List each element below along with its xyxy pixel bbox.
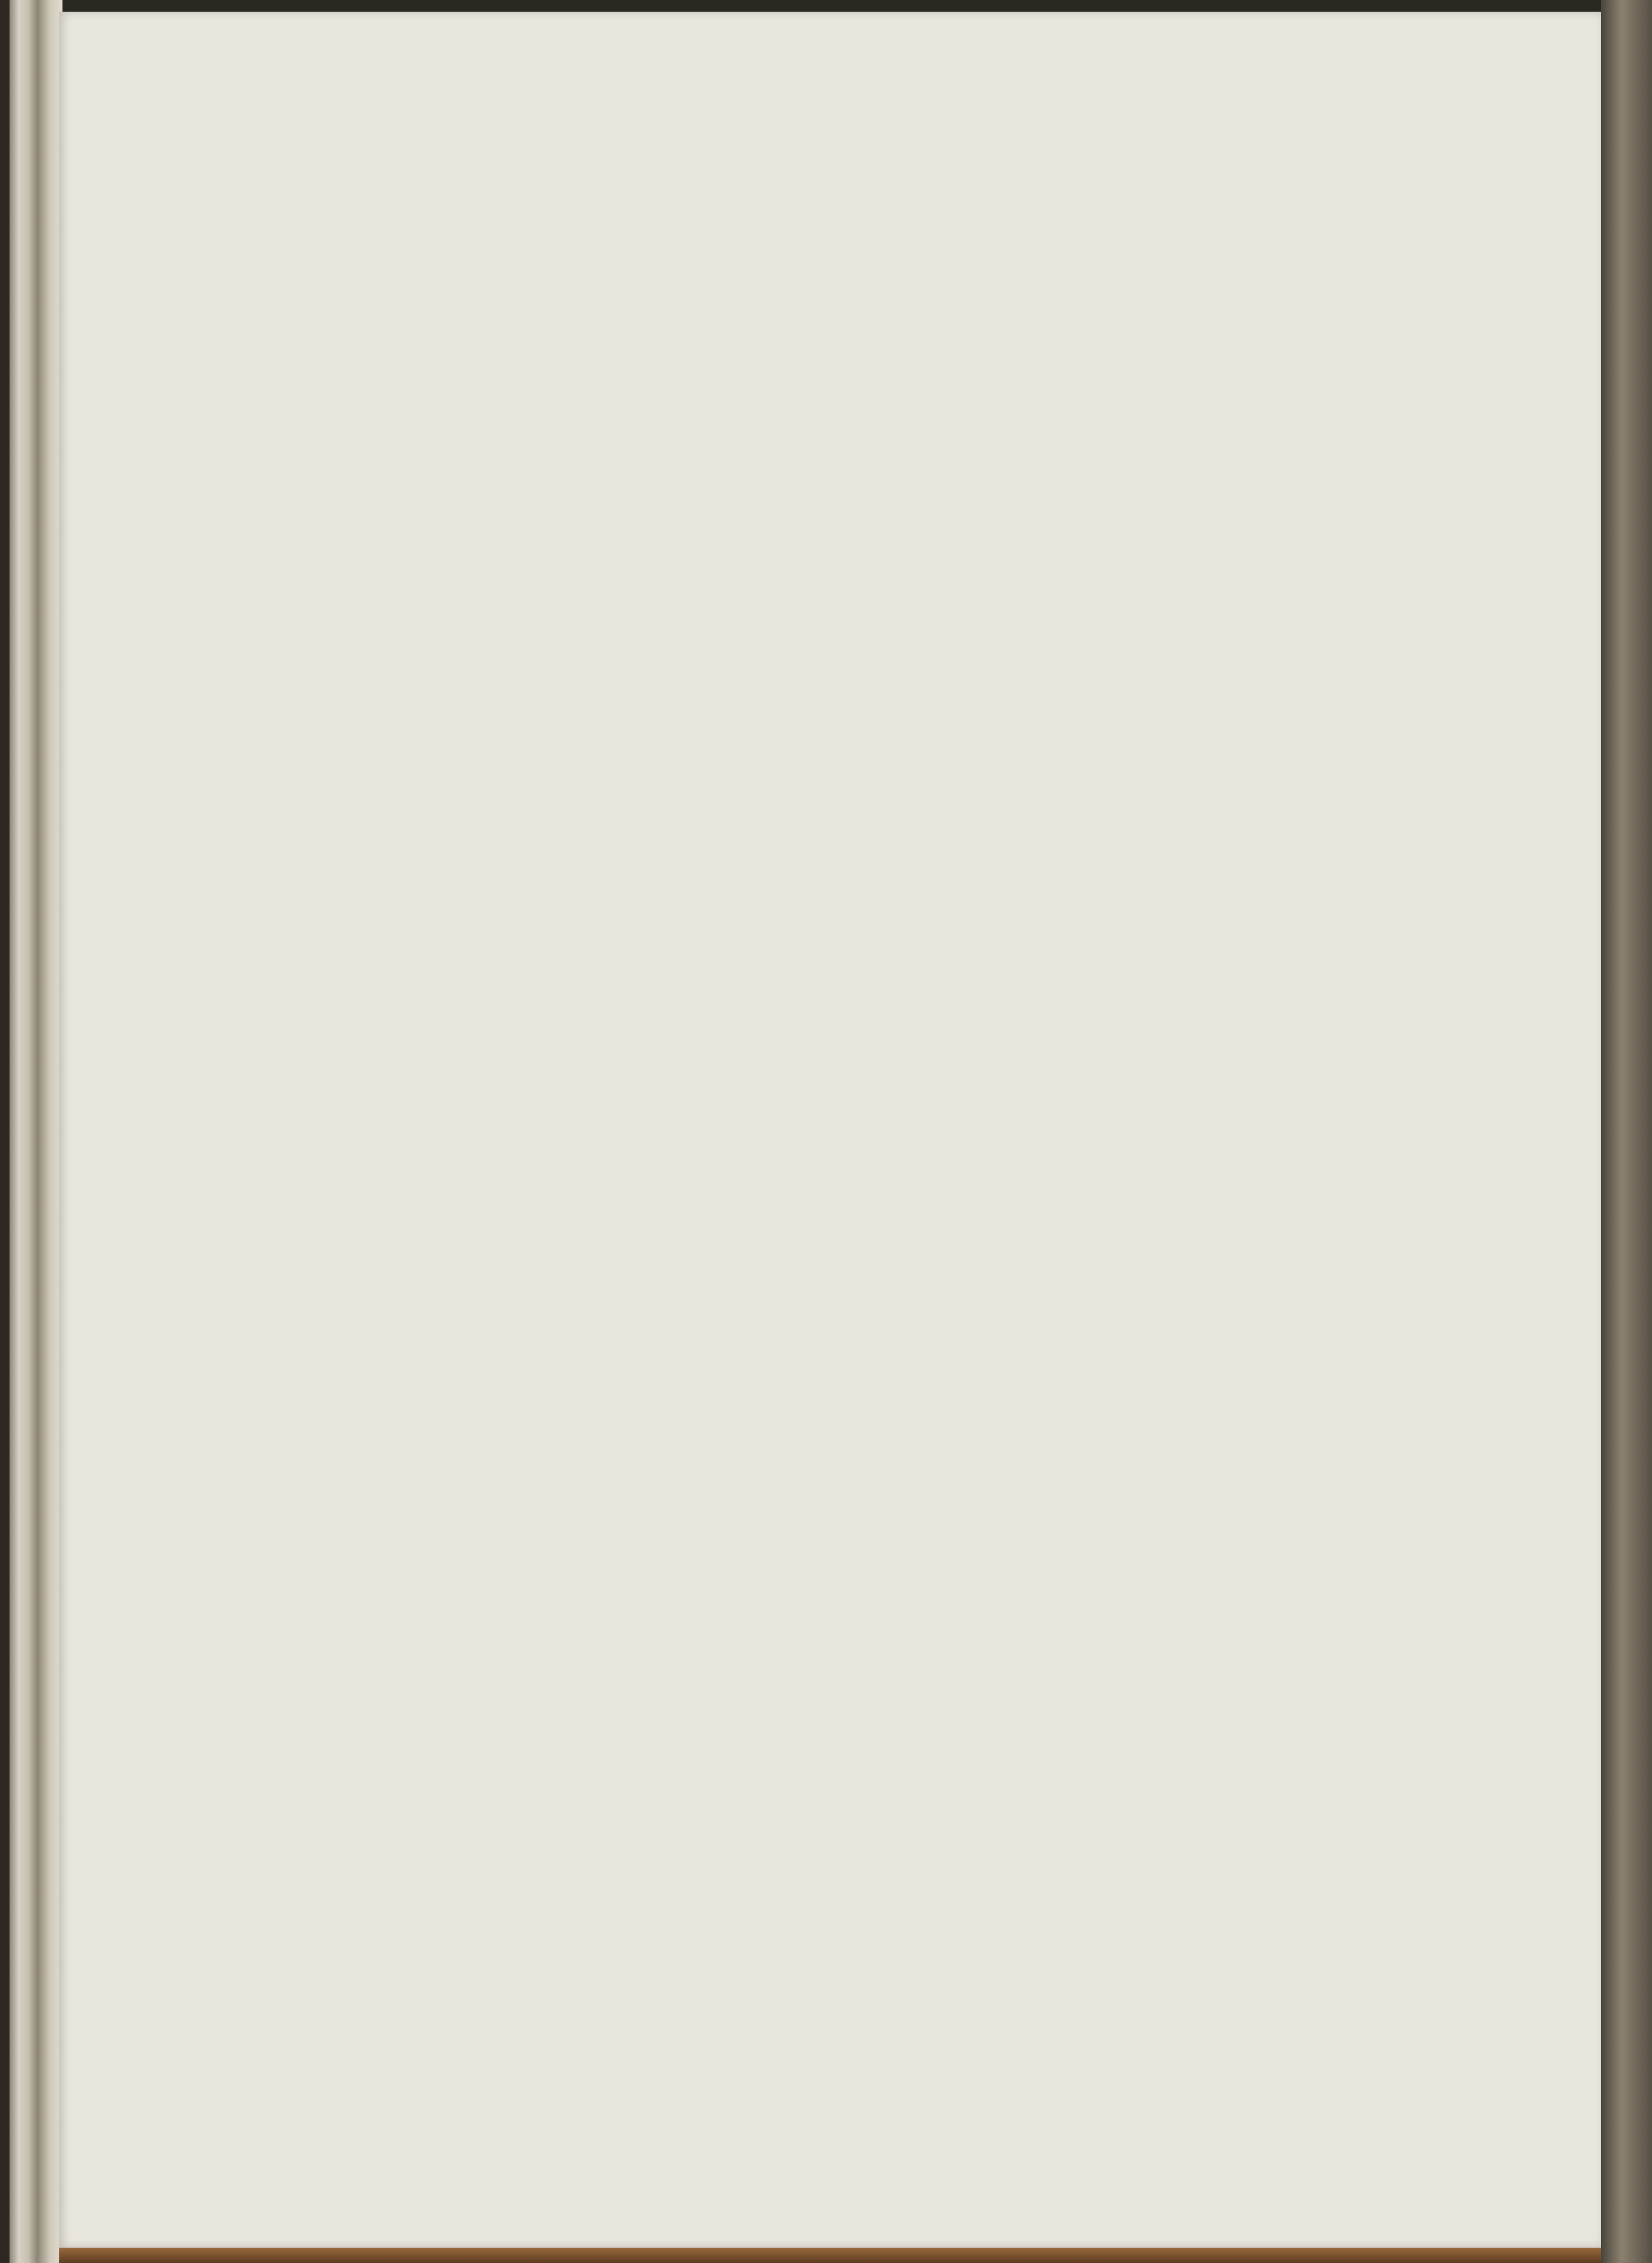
yearbook-page — [59, 12, 1601, 2248]
page-edge-right — [1601, 0, 1652, 2263]
binding-shadow — [0, 0, 10, 2263]
page-edge-bottom — [59, 2248, 1601, 2263]
